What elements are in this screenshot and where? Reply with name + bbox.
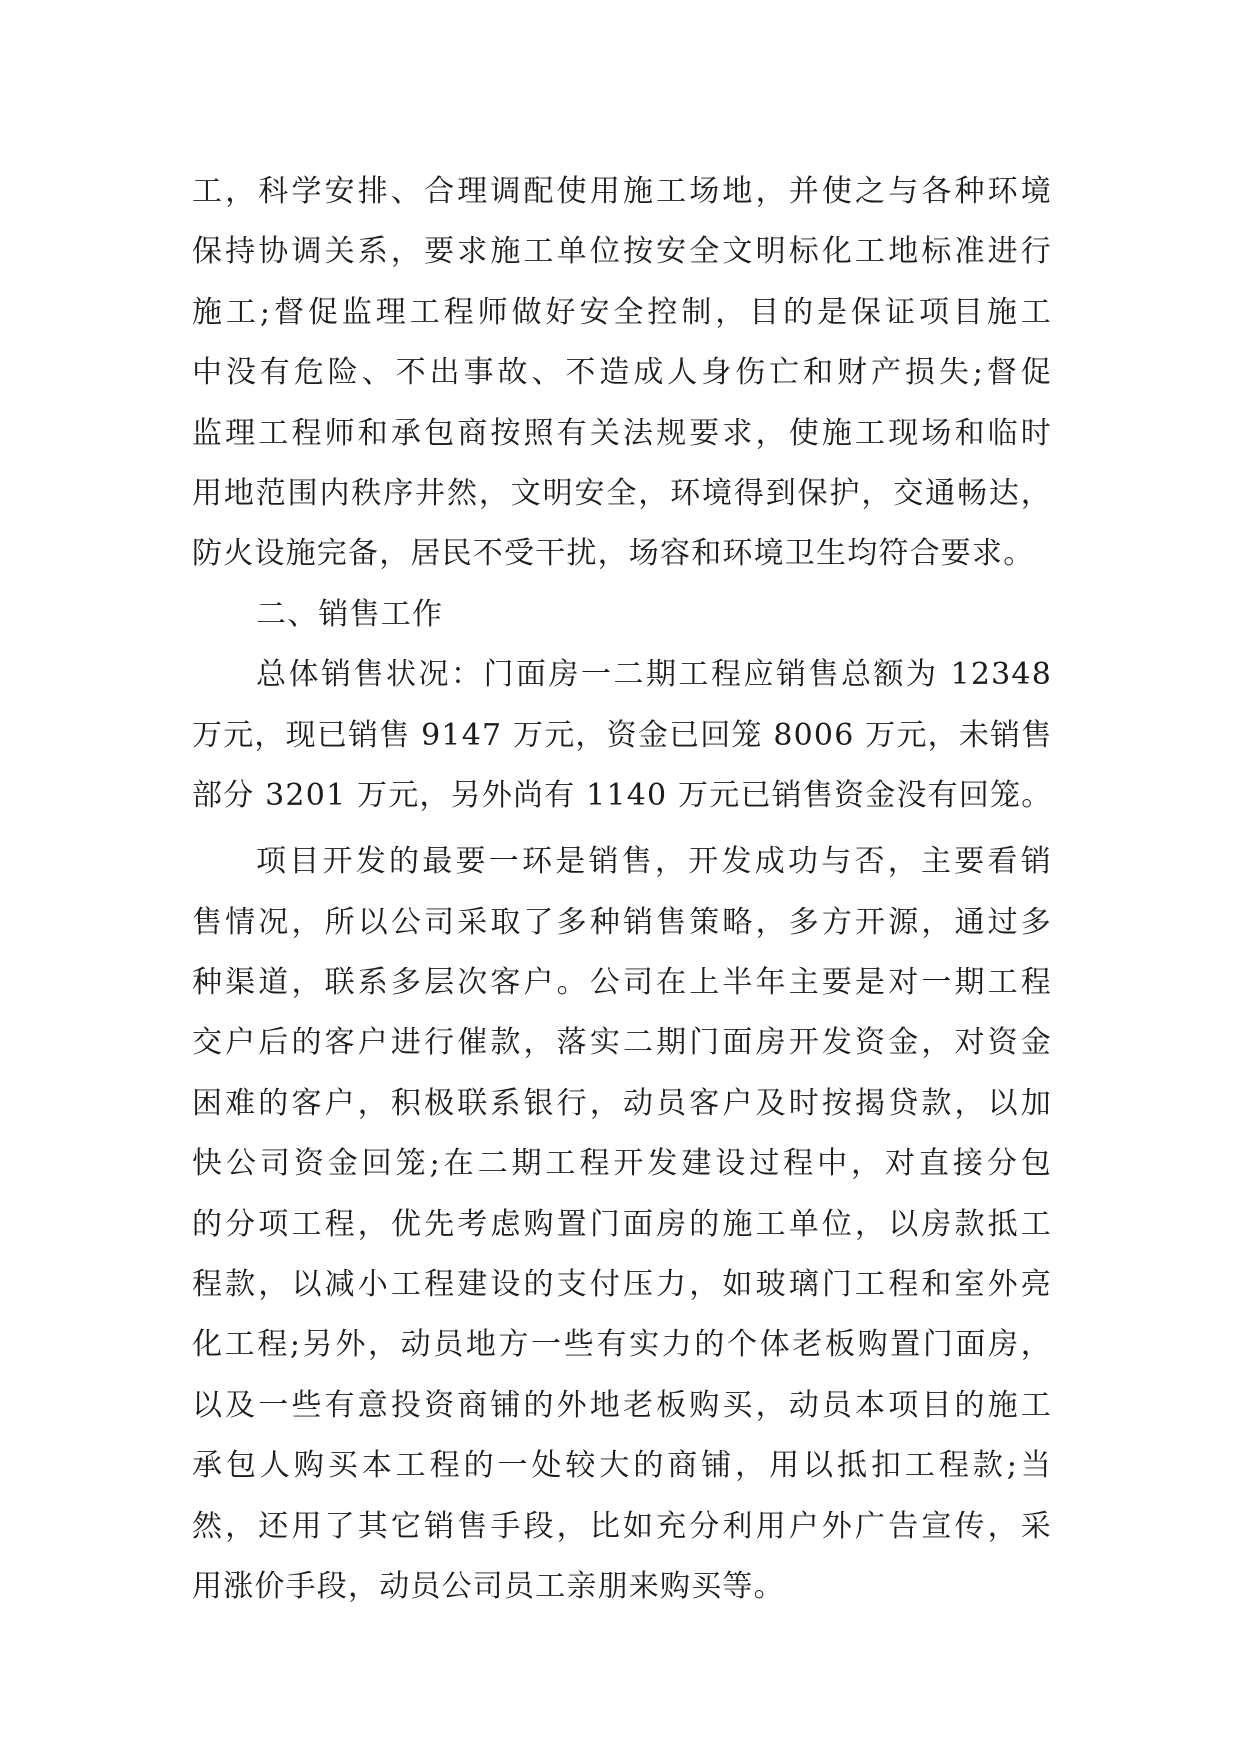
paragraph-line: 用地范围内秩序井然，文明安全，环境得到保护，交通畅达，	[192, 475, 1052, 511]
paragraph-line: 工，科学安排、合理调配使用施工场地，并使之与各种环境	[192, 174, 1052, 209]
paragraph-line: 的分项工程，优先考虑购置门面房的施工单位，以房款抵工	[192, 1206, 1052, 1242]
paragraph-line: 用涨价手段，动员公司员工亲朋来购买等。	[192, 1568, 785, 1604]
paragraph-line: 总体销售状况：门面房一二期工程应销售总额为 12348	[256, 657, 1052, 693]
paragraph-site-management	[192, 162, 1052, 585]
document-body	[192, 162, 1052, 1617]
paragraph-line: 监理工程师和承包商按照有关法规要求，使施工现场和临时	[192, 415, 1052, 451]
paragraph-line: 困难的客户，积极联系银行，动员客户及时按揭贷款，以加	[192, 1085, 1052, 1121]
paragraph-line: 部分 3201 万元，另外尚有 1140 万元已销售资金没有回笼。	[192, 777, 1053, 813]
paragraph-line: 项目开发的最要一环是销售，开发成功与否，主要看销	[256, 844, 1052, 880]
paragraph-line: 种渠道，联系多层次客户。公司在上半年主要是对一期工程	[192, 965, 1052, 1001]
paragraph-sales-strategy	[192, 832, 1052, 1617]
paragraph-line: 以及一些有意投资商铺的外地老板购买，动员本项目的施工	[192, 1387, 1052, 1423]
paragraph-line: 售情况，所以公司采取了多种销售策略，多方开源，通过多	[192, 904, 1052, 940]
paragraph-line: 然，还用了其它销售手段，比如充分利用户外广告宣传，采	[192, 1508, 1052, 1544]
paragraph-line: 承包人购买本工程的一处较大的商铺，用以抵扣工程款;当	[192, 1448, 1052, 1484]
paragraph-line: 程款，以减小工程建设的支付压力，如玻璃门工程和室外亮	[192, 1267, 1052, 1303]
paragraph-line: 快公司资金回笼;在二期工程开发建设过程中，对直接分包	[192, 1146, 1052, 1182]
section-heading: 二、销售工作	[256, 596, 444, 632]
paragraph-line: 化工程;另外，动员地方一些有实力的个体老板购置门面房，	[192, 1327, 1052, 1363]
paragraph-line: 保持协调关系，要求施工单位按安全文明标化工地标准进行	[192, 234, 1052, 270]
paragraph-sales-overview	[192, 645, 1052, 826]
paragraph-line: 万元，现已销售 9147 万元，资金已回笼 8006 万元，未销售	[192, 717, 1053, 753]
paragraph-line: 施工;督促监理工程师做好安全控制，目的是保证项目施工	[192, 294, 1052, 330]
paragraph-line: 中没有危险、不出事故、不造成人身伤亡和财产损失;督促	[192, 355, 1052, 391]
paragraph-line: 交户后的客户进行催款，落实二期门面房开发资金，对资金	[192, 1025, 1052, 1061]
paragraph-line: 防火设施完备，居民不受干扰，场容和环境卫生均符合要求。	[192, 536, 1035, 572]
